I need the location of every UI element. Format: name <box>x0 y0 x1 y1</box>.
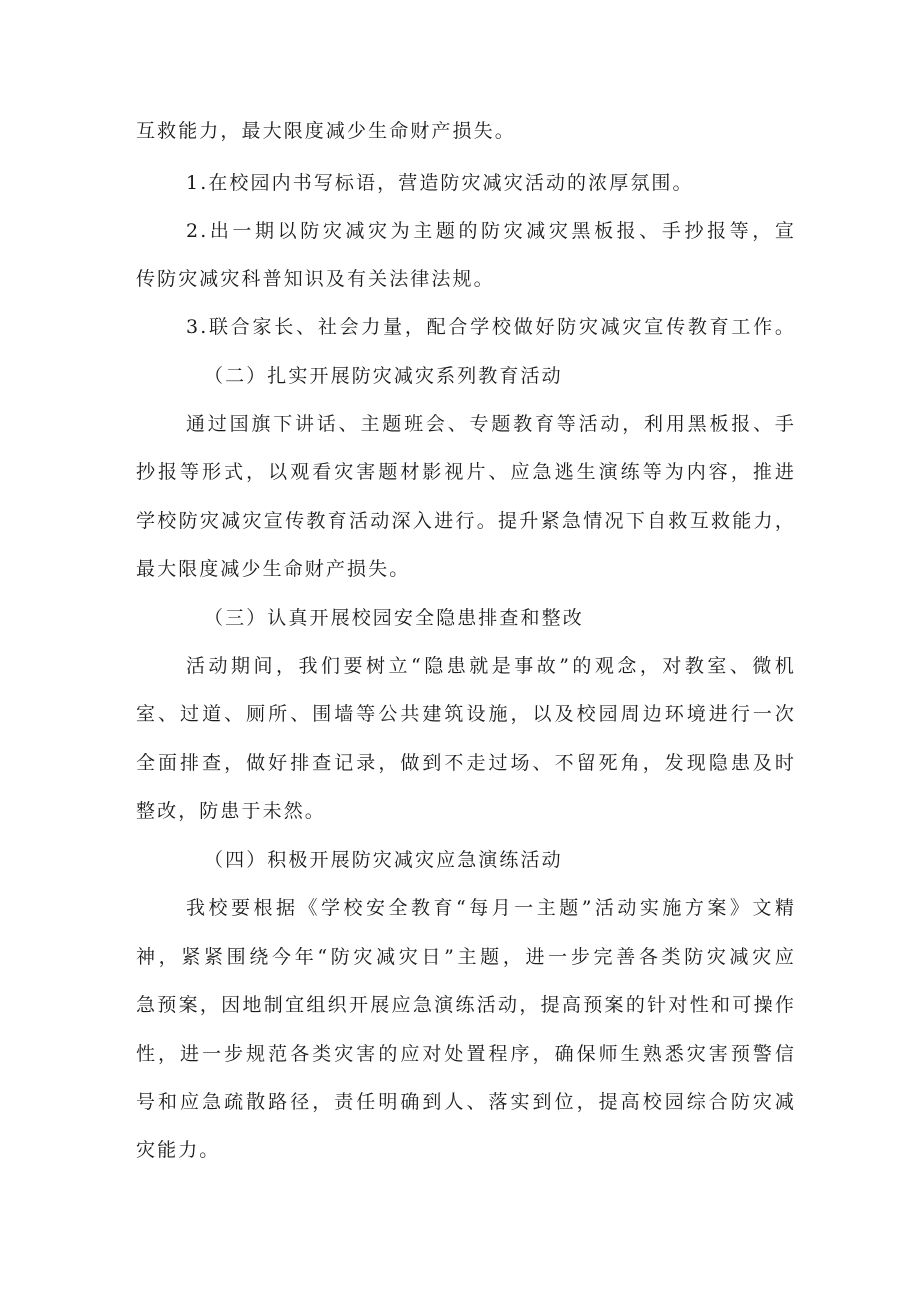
paragraph-line: 我校要根据《学校安全教育“每月一主题”活动实施方案》文精 <box>186 897 796 919</box>
paragraph-line: 学校防灾减灾宣传教育活动深入进行。提升紧急情况下自救互救能力， <box>136 510 796 532</box>
paragraph-line: 性，进一步规范各类灾害的应对处置程序，确保师生熟悉灾害预警信 <box>136 1043 796 1065</box>
paragraph-line: 通过国旗下讲话、主题班会、专题教育等活动，利用黑板报、手 <box>186 413 796 435</box>
paragraph-line: 活动期间，我们要树立“隐患就是事故”的观念，对教室、微机 <box>186 655 796 677</box>
paragraph-line: 整改，防患于未然。 <box>136 800 326 822</box>
paragraph-line: 灾能力。 <box>136 1139 221 1161</box>
list-item-1: 1.在校园内书写标语，营造防灾减灾活动的浓厚氛围。 <box>186 172 694 194</box>
list-item-2-continuation: 传防灾减灾科普知识及有关法律法规。 <box>136 268 495 290</box>
section-heading-4: （四）积极开展防灾减灾应急演练活动 <box>204 849 563 871</box>
paragraph-line: 号和应急疏散路径，责任明确到人、落实到位，提高校园综合防灾减 <box>136 1091 796 1113</box>
section-heading-3: （三）认真开展校园安全隐患排查和整改 <box>204 607 584 629</box>
paragraph-line: 最大限度减少生命财产损失。 <box>136 558 411 580</box>
list-item-3: 3.联合家长、社会力量，配合学校做好防灾减灾宣传教育工作。 <box>186 316 796 338</box>
paragraph-line: 互救能力，最大限度减少生命财产损失。 <box>136 120 516 142</box>
paragraph-line: 神，紧紧围绕今年“防灾减灾日”主题，进一步完善各类防灾减灾应 <box>136 946 796 968</box>
section-heading-2: （二）扎实开展防灾减灾系列教育活动 <box>204 365 563 387</box>
paragraph-line: 全面排查，做好排查记录，做到不走过场、不留死角，发现隐患及时 <box>136 752 796 774</box>
paragraph-line: 室、过道、厕所、围墙等公共建筑设施，以及校园周边环境进行一次 <box>136 703 796 725</box>
list-item-2: 2.出一期以防灾减灾为主题的防灾减灾黑板报、手抄报等，宣 <box>186 220 796 242</box>
paragraph-line: 抄报等形式，以观看灾害题材影视片、应急逃生演练等为内容，推进 <box>136 461 796 483</box>
paragraph-line: 急预案，因地制宜组织开展应急演练活动，提高预案的针对性和可操作 <box>136 994 796 1016</box>
